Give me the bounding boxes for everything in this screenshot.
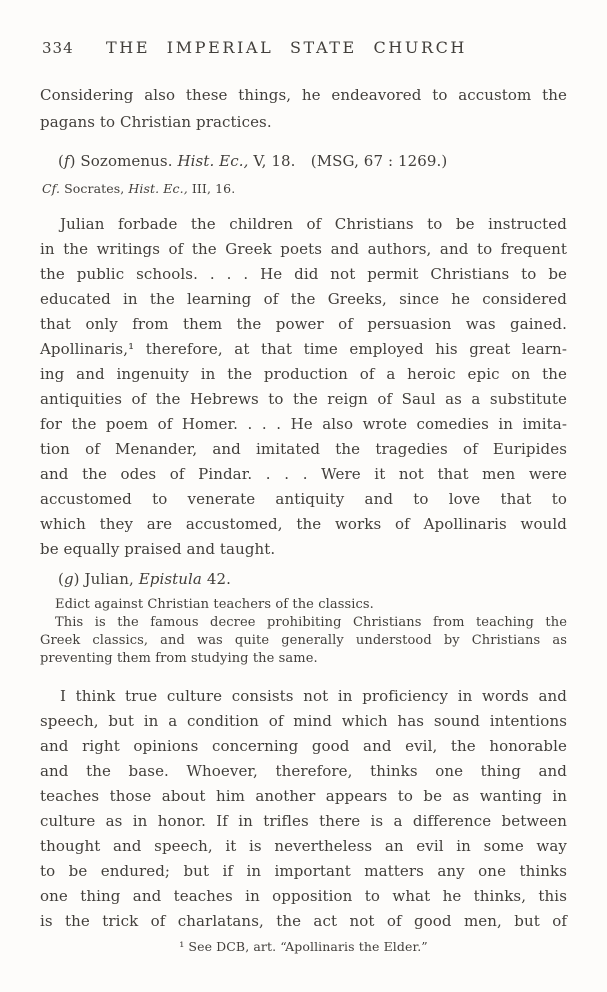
page-number: 334 [42, 39, 74, 57]
text-line: I think true culture consists not in proficiency in words and [60, 687, 567, 705]
editor-note-heading [40, 596, 567, 614]
text-line: culture as in honor. If in trifles there is a difference between [40, 812, 567, 830]
running-title: THE IMPERIAL STATE CHURCH [106, 38, 467, 57]
text-line: ing and ingenuity in the production of a heroic epic on the [40, 365, 567, 383]
excerpt-sozomenus [40, 212, 567, 562]
page-header [40, 38, 567, 58]
text-line: be equally praised and taught. [40, 540, 276, 558]
footnote: ¹ See DCB, art. “Apollinaris the Elder.” [179, 939, 428, 954]
text-line: Apollinaris,¹ therefore, at that time employed his great learn- [40, 340, 567, 358]
text-line: which they are accustomed, the works of Apollinaris would [40, 515, 567, 533]
text-line: teaches those about him another appears to be as wanting in [40, 787, 567, 805]
text-line: one thing and teaches in opposition to what he thinks, this [40, 887, 567, 905]
text-line: Julian forbade the children of Christians to be instructed [60, 215, 567, 233]
text-line: preventing them from studying the same. [40, 651, 318, 666]
text-line: and right opinions concerning good and evil, the honorable [40, 737, 567, 755]
text-line: pagans to Christian practices. [40, 113, 272, 131]
editor-note-body [40, 614, 567, 668]
text-line: in the writings of the Greek poets and authors, and to frequent [40, 240, 567, 258]
excerpt-epistula [40, 684, 567, 934]
text-line: speech, but in a condition of mind which has sound intentions [40, 712, 567, 730]
text-line: This is the famous decree prohibiting Christians from teaching the [55, 615, 567, 630]
text-line: is the trick of charlatans, the act not of good men, but of [40, 912, 567, 930]
text-line: accustomed to venerate antiquity and to love that to [40, 490, 567, 508]
text-line: that only from them the power of persuasion was gained. [40, 315, 567, 333]
text-line: and the odes of Pindar. . . . Were it not that men were [40, 465, 567, 483]
text-line: thought and speech, it is nevertheless an evil in some way [40, 837, 567, 855]
text-line: for the poem of Homer. . . . He also wrote comedies in imita- [40, 415, 567, 433]
citation-f: (f) Sozomenus. Hist. Ec., V, 18. (MSG, 67 : 1269.) [58, 152, 448, 170]
text-line: and the base. Whoever, therefore, thinks one thing and [40, 762, 567, 780]
text-line: Greek classics, and was quite generally understood by Christians as [40, 633, 567, 648]
text-line: antiquities of the Hebrews to the reign of Saul as a substitute [40, 390, 567, 408]
text-line: educated in the learning of the Greeks, since he considered [40, 290, 567, 308]
intro-paragraph [40, 82, 567, 136]
text-line: to be endured; but if in important matters any one thinks [40, 862, 567, 880]
text-line: Edict against Christian teachers of the classics. [55, 597, 374, 612]
citation-g: (g) Julian, Epistula 42. [58, 570, 231, 588]
text-line: tion of Menander, and imitated the tragedies of Euripides [40, 440, 567, 458]
cross-reference-note: Cf. Socrates, Hist. Ec., III, 16. [42, 181, 236, 196]
text-line: Considering also these things, he endeavored to accustom the [40, 86, 567, 104]
text-line: the public schools. . . . He did not permit Christians to be [40, 265, 567, 283]
